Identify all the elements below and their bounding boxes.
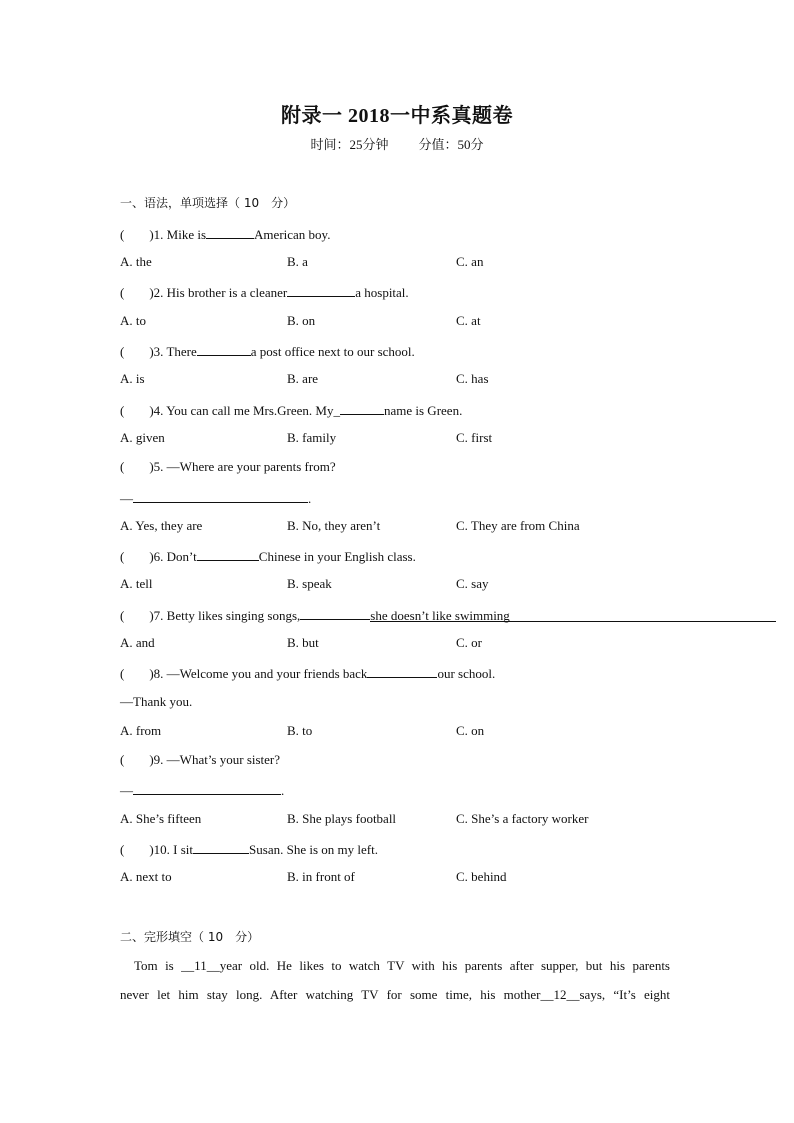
question-10: ( )10. I sit Susan. She is on my left. (120, 842, 378, 857)
option-a[interactable]: A. to (120, 313, 146, 328)
answer-blank[interactable] (193, 840, 249, 854)
option-c[interactable]: C. say (456, 576, 489, 591)
question-4: ( )4. You can call me Mrs.Green. My_ name is Green. (120, 403, 463, 418)
answer-blank[interactable] (300, 606, 370, 620)
option-b[interactable]: B. No, they aren’t (287, 518, 381, 533)
section-heading-cloze: 二、完形填空（ 10 分） (120, 930, 260, 944)
question-7: ( )7. Betty likes singing songs, she doesn’t like swimming (120, 606, 776, 624)
option-b[interactable]: B. a (287, 254, 308, 269)
answer-line: — . (120, 783, 285, 798)
option-c[interactable]: C. or (456, 635, 482, 650)
question-3: ( )3. There a post office next to our school. (120, 344, 415, 359)
option-b[interactable]: B. speak (287, 576, 332, 591)
answer-blank[interactable] (206, 225, 254, 239)
option-c[interactable]: C. on (456, 723, 485, 738)
option-b[interactable]: B. in front of (287, 869, 355, 884)
option-a[interactable]: A. given (120, 430, 165, 445)
option-b[interactable]: B. family (287, 430, 337, 445)
option-c[interactable]: C. They are from China (456, 518, 580, 533)
option-b[interactable]: B. are (287, 371, 319, 386)
answer-blank[interactable] (133, 489, 308, 503)
option-a[interactable]: A. tell (120, 576, 153, 591)
answer-blank[interactable] (340, 401, 384, 415)
passage-line: never let him stay long. After watching TV for some time, his mother__12__says, “It’s eight (120, 987, 670, 1002)
page-title: 附录一 2018一中系真题卷 (281, 105, 513, 127)
dialogue-reply: —Thank you. (120, 694, 193, 709)
question-6: ( )6. Don’t Chinese in your English class. (120, 549, 416, 564)
option-c[interactable]: C. behind (456, 869, 507, 884)
option-a[interactable]: A. She’s fifteen (120, 811, 202, 826)
option-c[interactable]: C. at (456, 313, 481, 328)
exam-info (0, 134, 794, 153)
question-5: ( )5. —Where are your parents from? (120, 459, 336, 474)
option-a[interactable]: A. the (120, 254, 152, 269)
answer-line: — . (120, 491, 312, 506)
option-b[interactable]: B. to (287, 723, 313, 738)
question-8: ( )8. —Welcome you and your friends back our school. (120, 666, 496, 681)
option-b[interactable]: B. but (287, 635, 319, 650)
option-a[interactable]: A. from (120, 723, 162, 738)
answer-blank[interactable] (367, 664, 437, 678)
option-b[interactable]: B. She plays football (287, 811, 397, 826)
total-score: 分值：50分 (418, 137, 484, 152)
option-a[interactable]: A. is (120, 371, 145, 386)
option-c[interactable]: C. has (456, 371, 489, 386)
option-b[interactable]: B. on (287, 313, 316, 328)
option-c[interactable]: C. She’s a factory worker (456, 811, 589, 826)
passage-line: Tom is __11__year old. He likes to watch TV with his parents after supper, but his parents (134, 958, 670, 973)
question-2: ( )2. His brother is a cleaner a hospital. (120, 285, 409, 300)
answer-blank[interactable] (133, 781, 281, 795)
answer-blank[interactable] (197, 547, 259, 561)
time-limit: 时间：25分钟 (310, 137, 389, 152)
option-a[interactable]: A. Yes, they are (120, 518, 203, 533)
question-7-tail: she doesn’t like swimming (370, 608, 776, 622)
option-a[interactable]: A. next to (120, 869, 172, 884)
option-c[interactable]: C. first (456, 430, 493, 445)
answer-blank[interactable] (197, 342, 251, 356)
question-9: ( )9. —What’s your sister? (120, 752, 281, 767)
option-c[interactable]: C. an (456, 254, 484, 269)
question-1: ( )1. Mike is American boy. (120, 227, 331, 242)
section-heading-grammar: 一、语法，单项选择（ 10 分） (120, 196, 296, 210)
option-a[interactable]: A. and (120, 635, 155, 650)
answer-blank[interactable] (287, 283, 355, 297)
